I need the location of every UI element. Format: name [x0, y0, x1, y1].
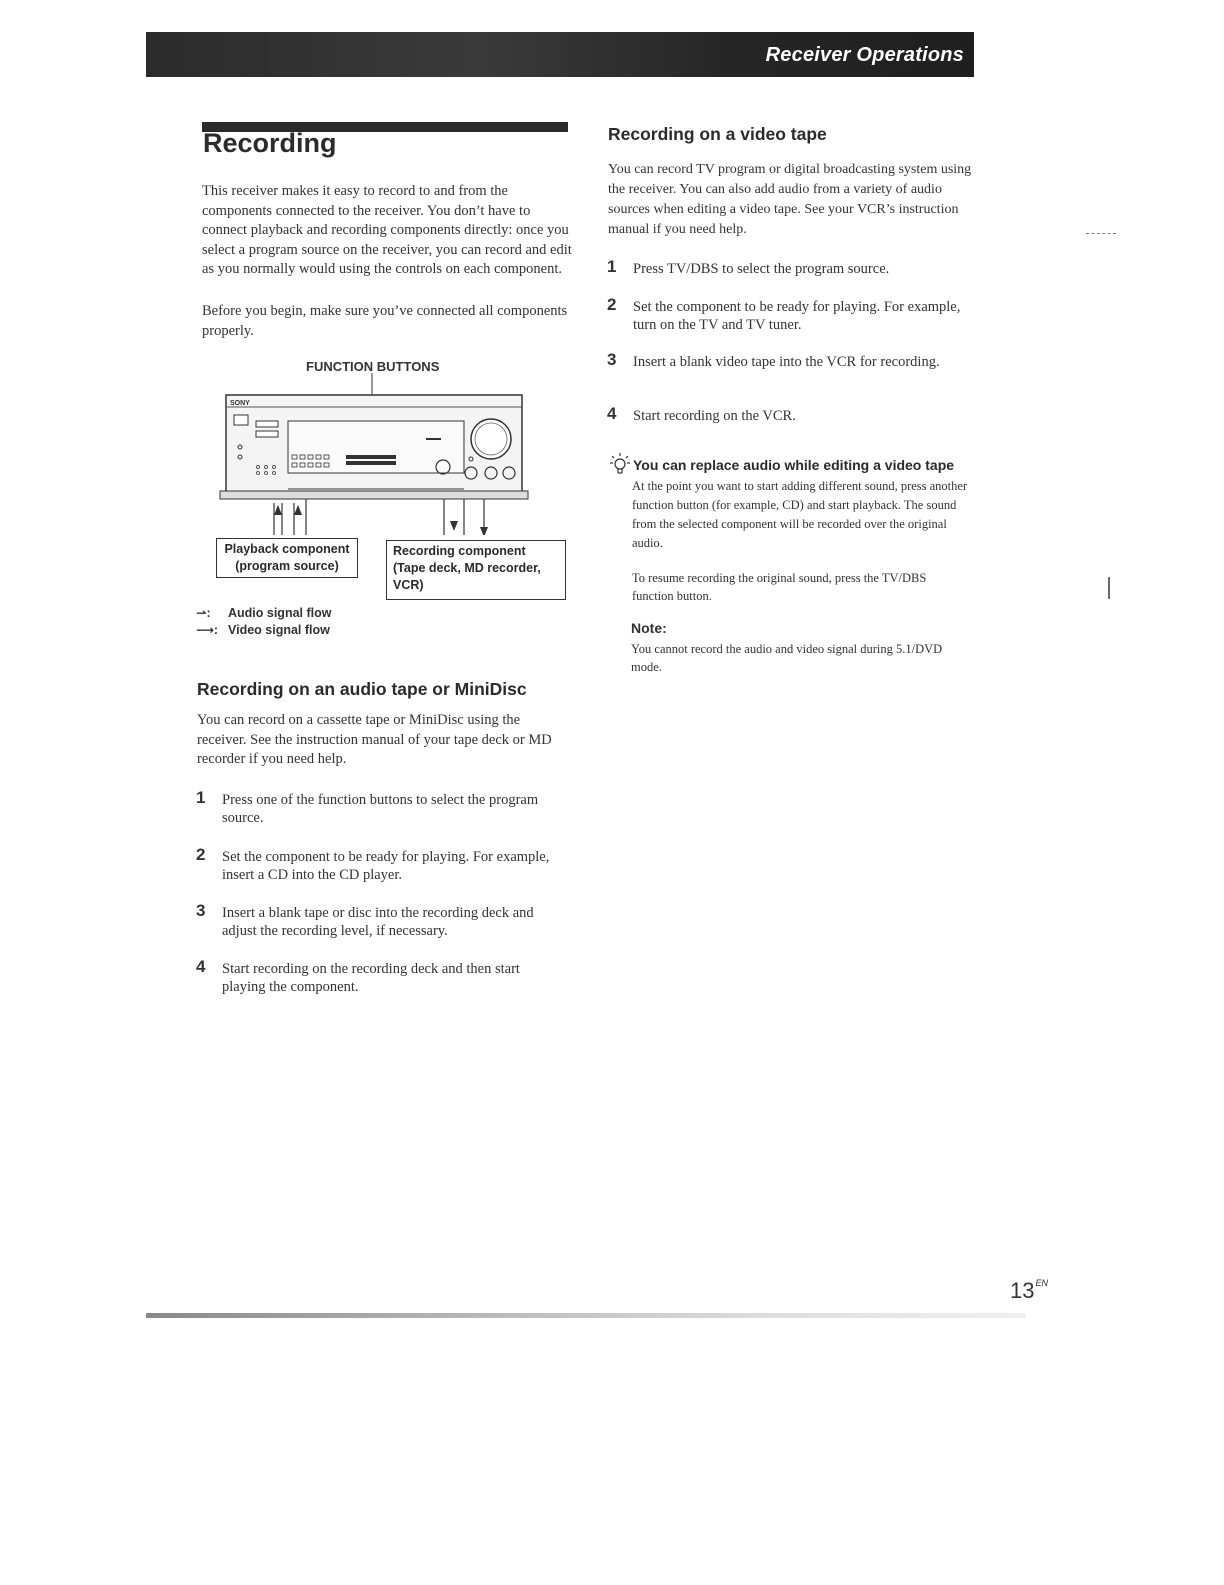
- lightbulb-icon: [609, 452, 631, 476]
- recording-component-box: [386, 540, 566, 600]
- playback-line-1: Playback component: [224, 542, 350, 556]
- legend-video: [196, 622, 330, 637]
- page-title: Recording: [203, 128, 337, 158]
- step-number: 1: [196, 788, 206, 807]
- page-number-value: 13: [1010, 1278, 1035, 1303]
- legend-video-label: Video signal flow: [228, 623, 330, 637]
- step-number: 1: [607, 257, 617, 276]
- tip-resume: To resume recording the original sound, press the TV/DBS function button.: [632, 571, 927, 603]
- step-number: 4: [196, 957, 206, 976]
- page-number: [1010, 1278, 1048, 1304]
- recording-line-2: (Tape deck, MD recorder,: [393, 561, 541, 575]
- receiver-base: [220, 491, 528, 499]
- audio-section-intro: You can record on a cassette tape or MiniDisc using the receiver. See the instruction manual of your tape deck or MD recorder if you need help.: [197, 712, 552, 767]
- header-band: [146, 32, 974, 77]
- section-title: Receiver Operations: [765, 44, 964, 66]
- video-section-intro: You can record TV program or digital broadcasting system using the receiver. You can also add audio from a variety of audio sources when editing a video tape. See your VCR’s instruction manual if you need help.: [608, 162, 972, 237]
- tip-body: At the point you want to start adding different sound, press another function button (for example, CD) and start playback. The sound from the selected component will be recorded over the original audio.: [632, 479, 968, 550]
- function-buttons-label: FUNCTION BUTTONS: [306, 359, 440, 374]
- video-section-heading: Recording on a video tape: [608, 124, 827, 144]
- volume-knob: [471, 419, 511, 459]
- intro-paragraph-2: Before you begin, make sure you’ve connected all components properly.: [202, 303, 568, 339]
- tip-title: You can replace audio while editing a video tape: [633, 457, 955, 473]
- power-button: [234, 415, 248, 425]
- step-number: 3: [196, 901, 206, 920]
- step-text: Insert a blank tape or disc into the recording deck and adjust the recording level, if necessary.: [222, 905, 534, 939]
- playback-component-box: [216, 538, 358, 578]
- step-text: Set the component to be ready for playing. For example, insert a CD into the CD player.: [222, 849, 550, 883]
- audio-arrow-icon: ⇀:: [196, 606, 211, 620]
- legend-audio-label: Audio signal flow: [228, 606, 332, 620]
- audio-section-heading: Recording on an audio tape or MiniDisc: [197, 679, 527, 699]
- step-number: 2: [196, 845, 206, 864]
- playback-line-2: (program source): [235, 559, 339, 573]
- page-number-suffix: EN: [1035, 1278, 1048, 1288]
- step-text: Insert a blank video tape into the VCR for recording.: [633, 354, 940, 370]
- intro-paragraph: This receiver makes it easy to record to and from the components connected to the receiver. You don’t have to connect playback and recording components directly: once you select a program source on the receiver, you can record and edit as you normally would using the controls on each component.: [202, 183, 572, 277]
- step-text: Set the component to be ready for playing. For example, turn on the TV and TV tuner.: [633, 299, 961, 333]
- scan-mark-vertical: [1108, 577, 1110, 599]
- receiver-illustration: [196, 355, 576, 535]
- note-body: You cannot record the audio and video signal during 5.1/DVD mode.: [631, 642, 943, 674]
- step-number: 3: [607, 350, 617, 369]
- recording-line-3: VCR): [393, 578, 424, 592]
- step-text: Press TV/DBS to select the program source.: [633, 261, 890, 277]
- recording-line-1: Recording component: [393, 544, 526, 558]
- receiver-diagram: [196, 355, 576, 645]
- brand-logo: SONY: [230, 400, 250, 407]
- step-text: Press one of the function buttons to select the program source.: [222, 792, 539, 826]
- bottom-rule: [146, 1313, 1026, 1318]
- scan-mark: [1086, 233, 1116, 236]
- step-number: 4: [607, 404, 617, 423]
- step-text: Start recording on the recording deck and then start playing the component.: [222, 961, 520, 995]
- display-panel: [288, 421, 464, 473]
- note-title: Note:: [631, 620, 667, 636]
- step-number: 2: [607, 295, 617, 314]
- video-arrow-icon: ⟶:: [196, 623, 219, 637]
- step-text: Start recording on the VCR.: [633, 408, 796, 424]
- legend-audio: [196, 605, 331, 620]
- function-buttons: [346, 455, 396, 459]
